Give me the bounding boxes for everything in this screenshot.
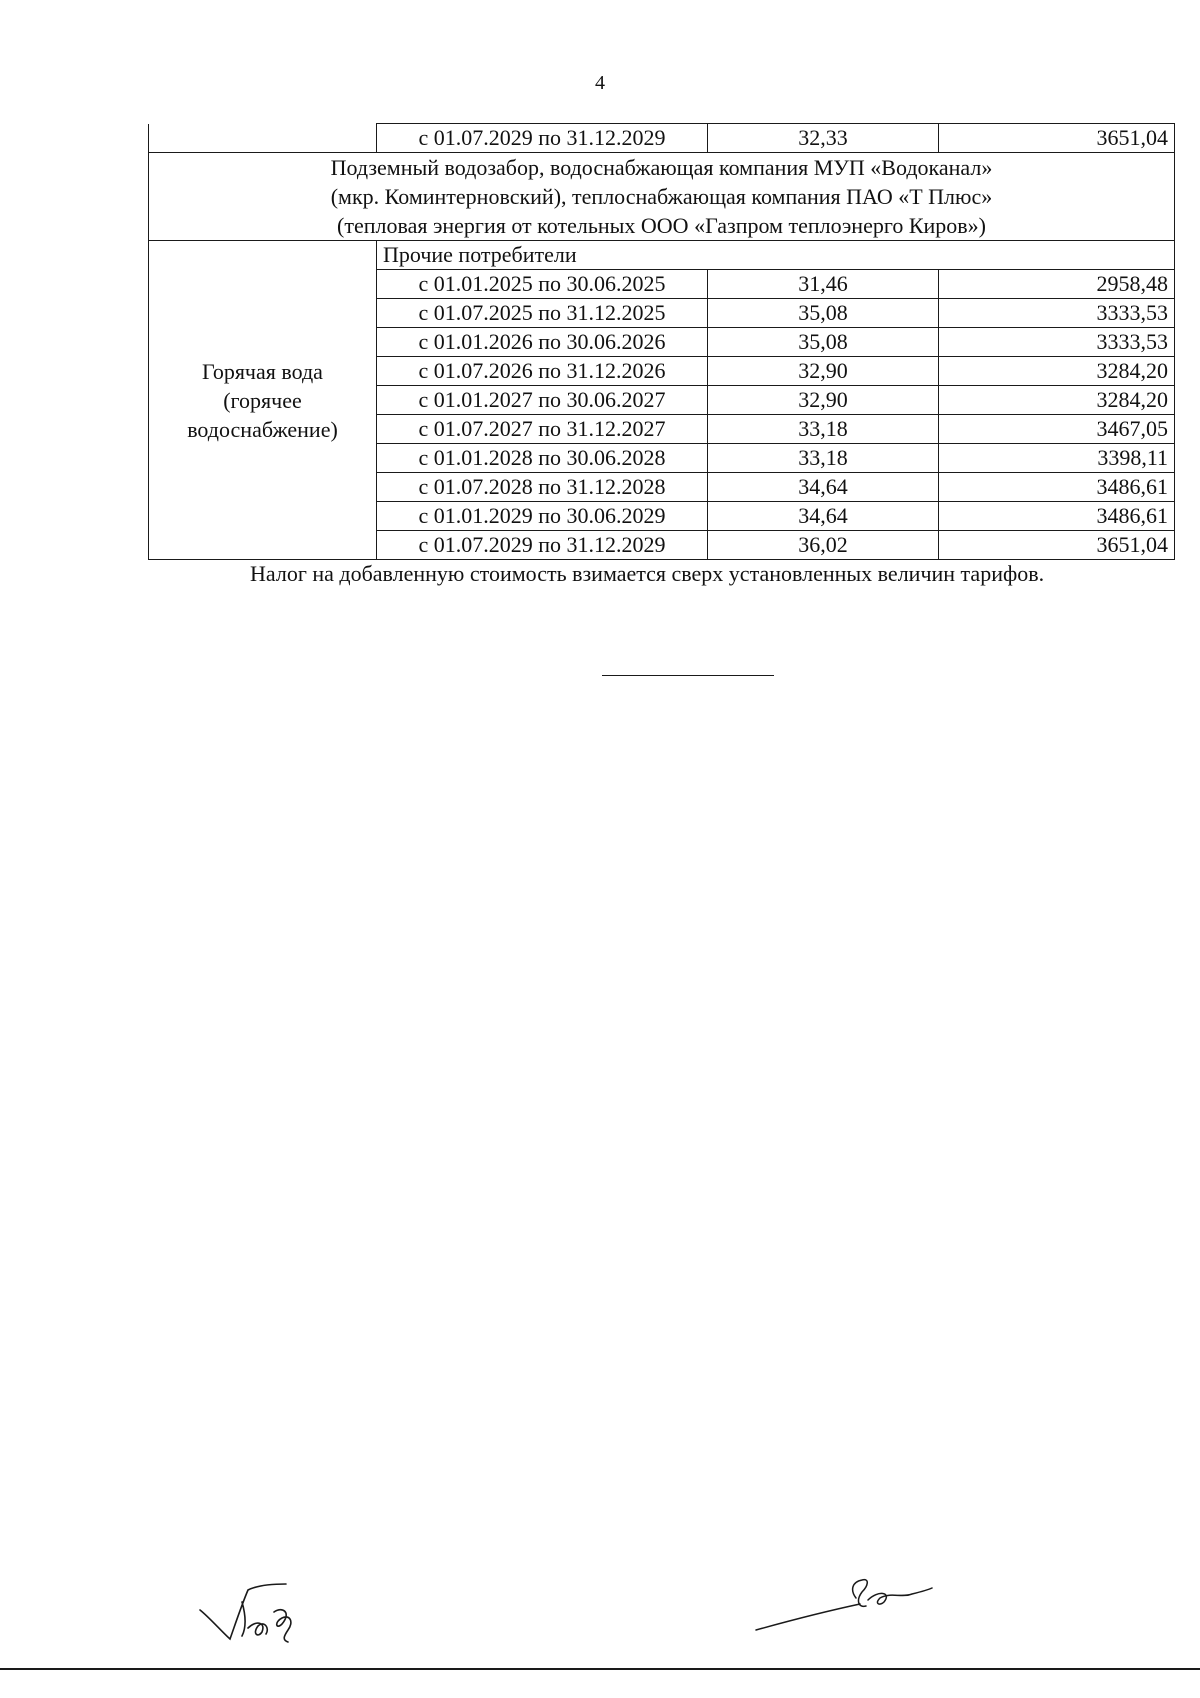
- value1-cell: 34,64: [708, 502, 939, 531]
- period-cell: с 01.07.2027 по 31.12.2027: [377, 415, 708, 444]
- signature-right: [752, 1576, 942, 1634]
- value1-cell: 34,64: [708, 473, 939, 502]
- empty-cell: [149, 124, 377, 153]
- value1-cell: 32,90: [708, 357, 939, 386]
- period-cell: с 01.01.2027 по 30.06.2027: [377, 386, 708, 415]
- value1-cell: 32,90: [708, 386, 939, 415]
- tariff-table: [148, 123, 1175, 560]
- service-label-line: (горячее: [223, 387, 302, 413]
- signature-left: [196, 1582, 336, 1644]
- value2-cell: 3284,20: [939, 357, 1175, 386]
- vat-note: Налог на добавленную стоимость взимается сверх установленных величин тарифов.: [250, 561, 1045, 586]
- section-header-line: (тепловая энергия от котельных ООО «Газпром теплоэнерго Киров»): [337, 213, 986, 238]
- group-row: [149, 241, 1175, 270]
- value1-cell: 32,33: [708, 124, 939, 153]
- period-cell: с 01.01.2029 по 30.06.2029: [377, 502, 708, 531]
- page-number: 4: [595, 72, 605, 94]
- value1-cell: 35,08: [708, 299, 939, 328]
- period-cell: с 01.07.2029 по 31.12.2029: [377, 124, 708, 153]
- period-cell: с 01.01.2025 по 30.06.2025: [377, 270, 708, 299]
- group-label: Прочие потребители: [377, 241, 1175, 270]
- section-header: [149, 153, 1175, 241]
- period-cell: с 01.07.2026 по 31.12.2026: [377, 357, 708, 386]
- carry-over-row: [149, 124, 1175, 153]
- value1-cell: 33,18: [708, 444, 939, 473]
- value2-cell: 2958,48: [939, 270, 1175, 299]
- footer-rule: [0, 1668, 1200, 1670]
- service-label-line: Горячая вода: [202, 358, 323, 384]
- value1-cell: 35,08: [708, 328, 939, 357]
- value2-cell: 3333,53: [939, 299, 1175, 328]
- period-cell: с 01.07.2028 по 31.12.2028: [377, 473, 708, 502]
- period-cell: с 01.01.2026 по 30.06.2026: [377, 328, 708, 357]
- period-cell: с 01.01.2028 по 30.06.2028: [377, 444, 708, 473]
- value2-cell: 3398,11: [939, 444, 1175, 473]
- section-header-line: Подземный водозабор, водоснабжающая компания МУП «Водоканал»: [330, 155, 993, 180]
- section-header-row: [149, 153, 1175, 241]
- section-header-line: (мкр. Коминтерновский), теплоснабжающая компания ПАО «Т Плюс»: [330, 184, 993, 209]
- value2-cell: 3651,04: [939, 124, 1175, 153]
- value1-cell: 33,18: [708, 415, 939, 444]
- value2-cell: 3284,20: [939, 386, 1175, 415]
- service-label-line: водоснабжение): [187, 416, 338, 442]
- value1-cell: 31,46: [708, 270, 939, 299]
- value2-cell: 3467,05: [939, 415, 1175, 444]
- service-label: [149, 241, 377, 560]
- value1-cell: 36,02: [708, 531, 939, 560]
- value2-cell: 3651,04: [939, 531, 1175, 560]
- value2-cell: 3333,53: [939, 328, 1175, 357]
- value2-cell: 3486,61: [939, 473, 1175, 502]
- value2-cell: 3486,61: [939, 502, 1175, 531]
- period-cell: с 01.07.2025 по 31.12.2025: [377, 299, 708, 328]
- period-cell: с 01.07.2029 по 31.12.2029: [377, 531, 708, 560]
- end-rule: [602, 675, 774, 676]
